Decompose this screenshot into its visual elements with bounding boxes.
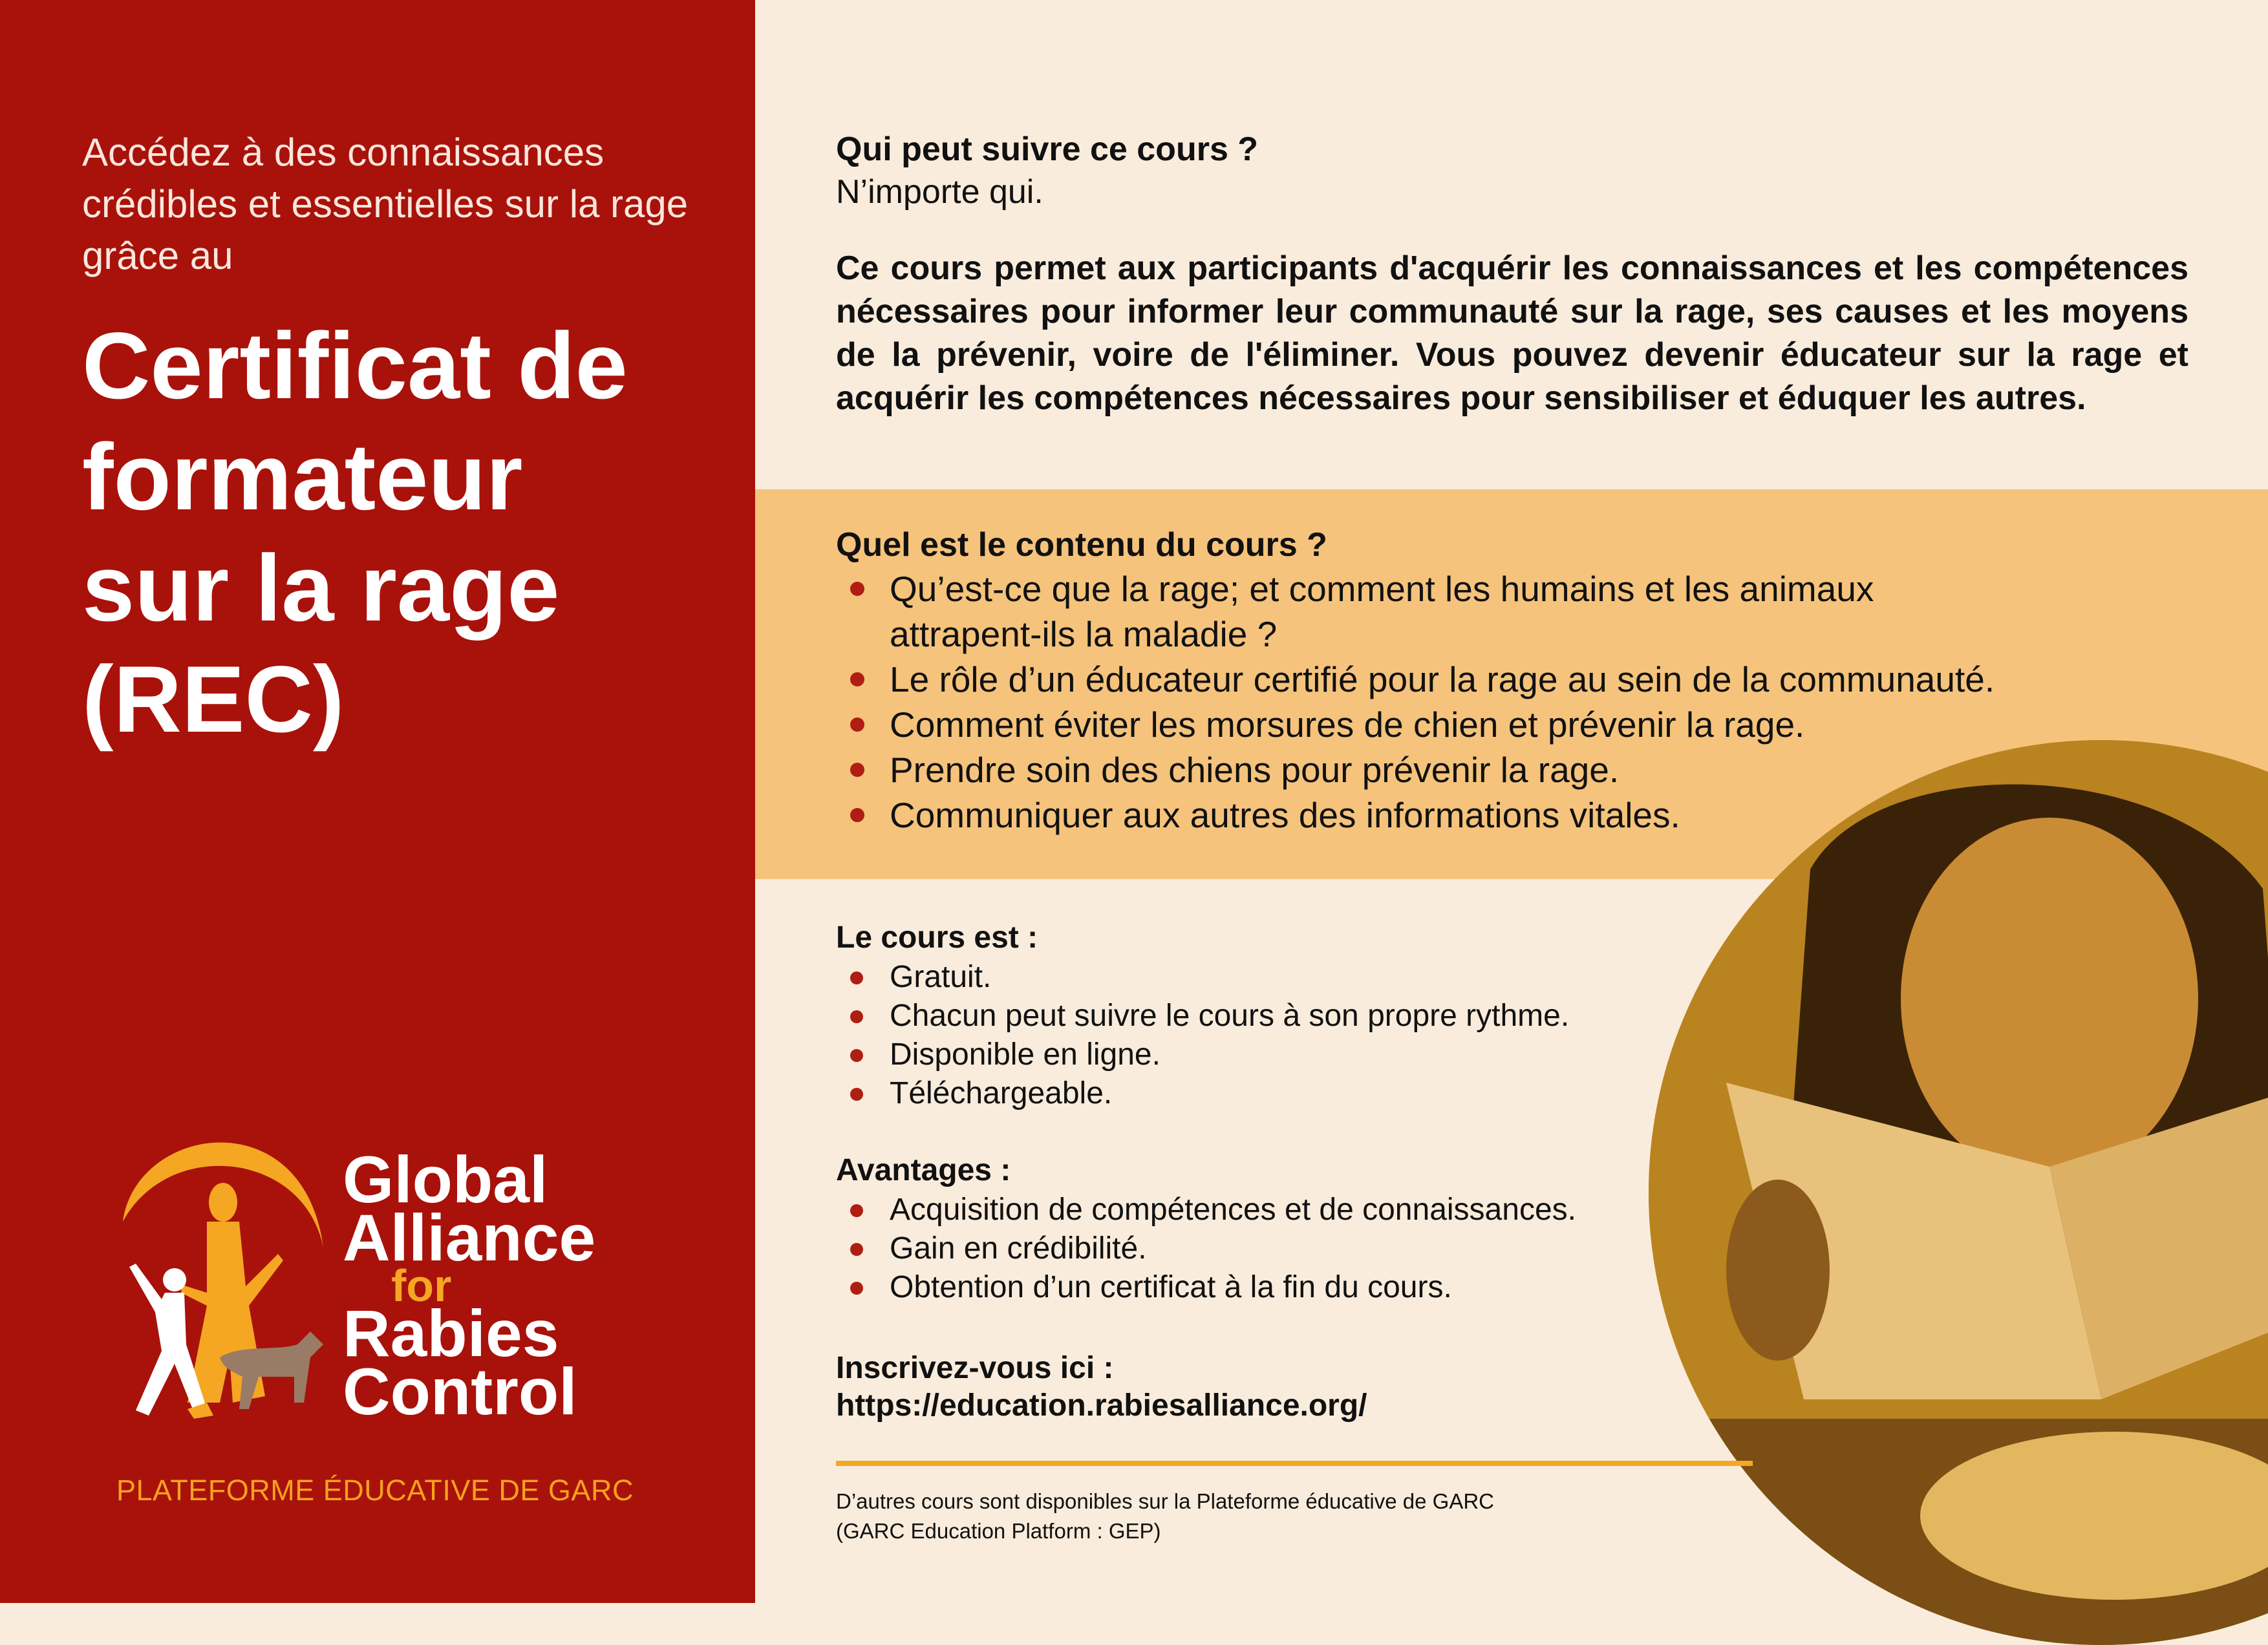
list-item: Disponible en ligne. — [836, 1035, 1569, 1074]
bullet-icon — [850, 1049, 863, 1062]
logo-line: Rabies — [343, 1297, 559, 1370]
title-line: (REC) — [82, 646, 345, 752]
course-features-list — [836, 958, 1569, 1113]
register-section — [836, 1350, 1367, 1425]
list-item: Chacun peut suivre le cours à son propre rythme. — [836, 997, 1569, 1035]
logo-figures-icon — [110, 1099, 343, 1448]
register-link[interactable]: https://education.rabiesalliance.org/ — [836, 1388, 1367, 1423]
who-answer: N’importe qui. — [836, 173, 1043, 211]
bullet-icon — [850, 1204, 863, 1217]
content-list — [836, 566, 2064, 838]
bullet-icon — [850, 582, 864, 596]
logo-line: Control — [343, 1355, 577, 1428]
content-section — [836, 524, 2064, 838]
content-heading: Quel est le contenu du cours ? — [836, 526, 1327, 564]
left-panel — [0, 0, 755, 1603]
list-item: Gain en crédibilité. — [836, 1229, 1576, 1268]
register-heading: Inscrivez-vous ici : — [836, 1351, 1114, 1385]
garc-logo — [110, 1099, 659, 1448]
list-item: Comment éviter les morsures de chien et prévenir la rage. — [836, 702, 2064, 747]
list-item: Le rôle d’un éducateur certifié pour la rage au sein de la communauté. — [836, 657, 2064, 702]
footer-line: (GARC Education Platform : GEP) — [836, 1519, 1161, 1543]
bullet-icon — [850, 808, 864, 822]
logo-line: for — [391, 1260, 452, 1311]
title-line: sur la rage — [82, 535, 560, 641]
course-heading: Le cours est : — [836, 920, 1038, 955]
title-line: Certificat de — [82, 313, 628, 418]
intro-text: Accédez à des connaissances crédibles et essentielles sur la rage grâce au — [82, 131, 689, 277]
footer-line: D’autres cours sont disponibles sur la Plateforme éducative de GARC — [836, 1489, 1494, 1513]
who-section — [836, 128, 1258, 213]
advantages-section — [836, 1151, 1576, 1307]
list-item: Acquisition de compétences et de connaissances. — [836, 1191, 1576, 1229]
list-item: Communiquer aux autres des informations vitales. — [836, 792, 2064, 838]
bullet-icon — [850, 1282, 863, 1295]
logo-wordmark — [343, 1143, 596, 1428]
bullet-icon — [850, 971, 863, 984]
advantages-heading: Avantages : — [836, 1153, 1011, 1187]
bullet-icon — [850, 1088, 863, 1101]
list-item: Téléchargeable. — [836, 1074, 1569, 1113]
bullet-icon — [850, 1243, 863, 1256]
divider — [836, 1461, 1753, 1466]
advantages-list — [836, 1191, 1576, 1307]
bullet-icon — [850, 717, 864, 732]
bullet-icon — [850, 1010, 863, 1023]
course-features-section — [836, 918, 1569, 1113]
list-item: Prendre soin des chiens pour prévenir la rage. — [836, 747, 2064, 792]
list-item: Gratuit. — [836, 958, 1569, 997]
logo-line: Alliance — [343, 1201, 596, 1275]
who-heading: Qui peut suivre ce cours ? — [836, 131, 1259, 168]
list-item: Qu’est-ce que la rage; et comment les humains et les animaux attrapent-ils la maladie ? — [836, 566, 2064, 657]
course-description: Ce cours permet aux participants d'acquérir les connaissances et les compétences nécessaires pour informer leur communauté sur la rage, ses causes et les moyens de la prévenir, voire de l'éliminer. Vous pouvez devenir éducateur sur la rage et acquérir les compétences nécessaires pour sensibiliser et éduquer les autres. — [836, 249, 2188, 417]
list-item: Obtention d’un certificat à la fin du cours. — [836, 1268, 1576, 1307]
bullet-icon — [850, 672, 864, 686]
title-line: formateur — [82, 424, 523, 529]
logo-line: Global — [343, 1143, 548, 1216]
platform-label: PLATEFORME ÉDUCATIVE DE GARC — [116, 1474, 634, 1507]
footer-note — [836, 1487, 1612, 1546]
page-title — [82, 310, 729, 755]
bullet-icon — [850, 763, 864, 777]
